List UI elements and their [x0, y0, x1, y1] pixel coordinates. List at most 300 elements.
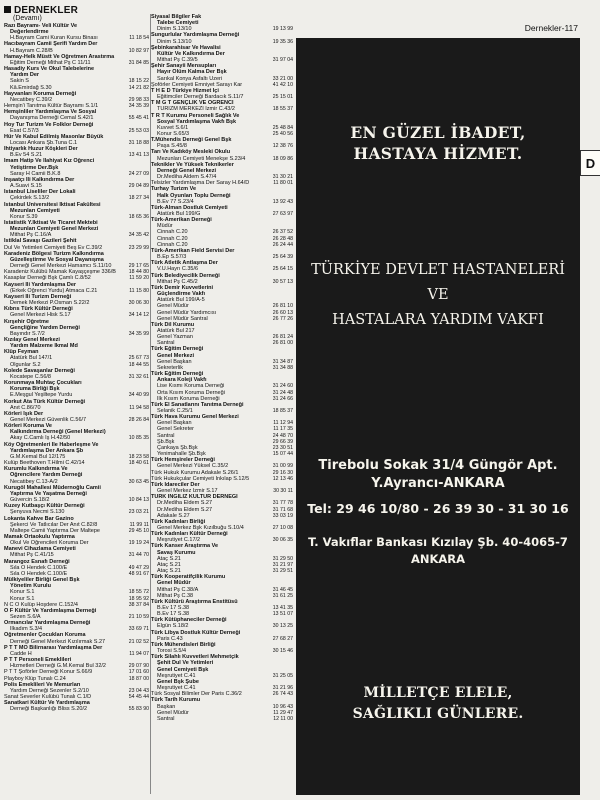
- entry-name: Dr.Mediha Eldem S.27: [157, 506, 213, 513]
- entry-phone: 11 99 11: [129, 521, 149, 528]
- entry-name: Klüp Feyman: [4, 349, 39, 356]
- entry-phone: 31 21 96: [272, 685, 293, 692]
- entry-name: Konur S.1: [10, 589, 35, 596]
- entry-name: Korkut Ata Türk Kültür Derneği: [4, 398, 86, 405]
- entry-name: Anıt C.86/70: [10, 404, 41, 411]
- entry-name: Turhay Turizm Ve: [151, 186, 197, 193]
- entry-name: T H E D Türkiye Hizmet İçi: [151, 87, 219, 94]
- entry-name: Türk-Alman Dostluk Cemiyeti: [151, 204, 228, 211]
- entry-name: Sıla Ö Hendek C.100/E: [10, 564, 68, 571]
- entry-name: Köy Öğretmenleri İle Haberleşme Ve: [4, 441, 99, 448]
- entry-phone: 34 40 99: [128, 392, 149, 399]
- entry-name: Türk Silahlı Kuvvetleri Mehmetçik: [151, 654, 239, 661]
- entry-name: Ataç S.21: [157, 568, 181, 575]
- entry-name: Cinnah C.20: [157, 235, 188, 242]
- entry-name: Necatibey C.39/2: [10, 96, 53, 103]
- entry-name: Dinim S.13/10: [157, 26, 192, 33]
- entry-name: E.Meşgul Yeşiltepe Yurdu: [10, 392, 73, 399]
- entry-name: P T T MO Bilirnarası Yardımlaşma Der: [4, 644, 103, 651]
- ad-slogan-bottom: [296, 683, 580, 725]
- entry-name: Maltepe Camii Yaptırma Der Maltepe: [10, 527, 100, 534]
- entry-phone: 26 77 26: [272, 315, 293, 322]
- ad-address-line: Y.Ayrancı-ANKARA: [371, 476, 505, 491]
- entry-phone: 30 30 11: [273, 488, 293, 495]
- entry-name: Türk Kültürü Araştırma Enstitüsü: [151, 598, 238, 605]
- entry-name: Sarıkal Konya Asfaltı Üzeri: [157, 75, 223, 82]
- entry-name: Yenimahalle Şb.Bşk: [157, 451, 206, 458]
- entry-name: Öğrencilere Yardım Derneği: [10, 472, 83, 479]
- entry-name: Korunmaya Muhtaç Çocukları: [4, 380, 82, 387]
- entry-phone: 18 87 00: [128, 675, 149, 682]
- entry-phone: 18 55 37: [272, 106, 293, 113]
- entry-name: Siyasal Bilgiler Fak: [151, 14, 202, 20]
- entry-phone: 31 32 61: [128, 373, 149, 380]
- entry-phone: 11 59 20: [129, 275, 149, 282]
- entry-name: Locası Ankara Şb.Tuna C.1: [10, 139, 78, 146]
- ad-bank-line: ANKARA: [410, 552, 466, 566]
- entry-phone: 30 06 30: [128, 300, 149, 307]
- entry-name: T.Mühendis Derneği Genel Bşk: [151, 137, 232, 144]
- ad-foundation-line: VE: [427, 287, 449, 303]
- entry-name: Sanat Severler Kulübü Tunalı C.1/D: [4, 694, 92, 701]
- entry-name: Selanik C.25/1: [157, 408, 193, 414]
- entry-phone: 26 24 44: [272, 241, 293, 248]
- entry-name: Atatürk Bul 199/G: [157, 211, 201, 217]
- entry-name: Sosyal Yardımlaşma Vakfı Bşk: [157, 118, 237, 125]
- entry-name: Meşrutiyet C.41: [157, 685, 196, 692]
- entry-name: İhtiyarlık Huzur Köşkleri Der: [4, 146, 78, 153]
- entry-name: Yardım Derneği Sezenler S.2/10: [10, 687, 89, 694]
- entry-phone: 27 10 08: [272, 524, 293, 531]
- entry-name: N C O Kulüp Hoşdere C.152/4: [4, 601, 78, 608]
- entry-name: B.Ev 17 S.38: [157, 611, 190, 618]
- entry-name: Necatibey C.13-A/2: [10, 478, 58, 485]
- ad-bank: [296, 534, 580, 568]
- entry-phone: 31 77 78: [272, 500, 293, 507]
- entry-name: Genel Müdür: [157, 303, 189, 310]
- entry-phone: 33 21 00: [272, 75, 293, 82]
- entry-name: Konur S.65/3: [157, 130, 190, 137]
- entry-phone: 34 35 99: [128, 330, 149, 337]
- entry-name: Atatürk Bul 199/A-5: [157, 297, 205, 304]
- entry-name: Sıla Ö Hendek C.100/E: [10, 570, 68, 577]
- ad-bank-line: T. Vakıflar Bankası Kızılay Şb. 40-4065-7: [308, 535, 568, 549]
- entry-name: Dr.Mediha Eldem S.27: [157, 500, 213, 507]
- entry-name: Müdür: [157, 223, 173, 230]
- entry-phone: 25 40 56: [272, 130, 293, 137]
- entry-name: Sekreterlik: [157, 364, 183, 371]
- entry-name: Türk El Sanatlarını Tanıtma Derneği: [151, 401, 244, 408]
- entry-name: Mithat Pş C.16/A: [10, 232, 52, 239]
- entry-phone: 23 04 43: [128, 687, 149, 694]
- entry-name: Konur S.39: [10, 213, 38, 220]
- entry-phone: 11 94 58: [129, 404, 149, 411]
- entry-name: Paşa S.45/8: [157, 143, 187, 150]
- entry-name: Şoförler Cemiyeti Emniyet Sarayı Kar: [151, 81, 243, 88]
- entry-name: Türk Kadınları Kültür Derneği: [151, 531, 228, 538]
- entry-phone: 38 37 84: [128, 601, 149, 608]
- directory-entry: [151, 716, 293, 722]
- entry-name: Kâ.Emirdağ S.30: [10, 84, 52, 91]
- directory-entry: [4, 706, 149, 712]
- entry-name: Kuzey Kutbaşçı Kültür Derneği: [4, 503, 85, 510]
- entry-name: Türk Kanser Araştırma Ve: [151, 543, 219, 550]
- entry-phone: 55 45 41: [128, 115, 149, 122]
- entry-name: Akay C.Camlı İş H.42/50: [10, 435, 71, 442]
- entry-phone: 30 63 45: [128, 478, 149, 485]
- entry-phone: 30 06 35: [272, 537, 293, 544]
- entry-name: Elgün S.18/2: [157, 623, 189, 630]
- entry-name: Türk Tarih Kurumu: [151, 697, 201, 704]
- entry-name: Derneği Genel Merkezi Kızılırmak S.27: [10, 638, 106, 645]
- entry-phone: 33 03 19: [272, 512, 293, 519]
- entry-name: Yetiştirme Der.Bşk: [10, 164, 59, 171]
- entry-name: P T T Şoförler Derneği Konur S.66/9: [4, 669, 93, 676]
- entry-name: Kasaplar Derneği Bşk Çamlı C.8/52: [4, 275, 91, 282]
- entry-name: Santral: [157, 715, 175, 722]
- entry-phone: 18 44 80: [128, 269, 149, 276]
- entry-name: Mülkiyeliler Birliği Genel Bşk: [4, 577, 80, 584]
- entry-name: Torosi S.5/4: [157, 648, 187, 655]
- entry-name: Esat C.57/3: [10, 127, 39, 134]
- entry-name: Cinnah C.20: [157, 241, 188, 248]
- entry-name: Güzelleştirme Ve Sosyal Dayanışma: [10, 256, 104, 263]
- entry-name: Santral: [157, 340, 175, 347]
- entry-name: Savaş Kurumu: [157, 549, 196, 556]
- entry-name: Yaptırma Ve Yaşatma Derneği: [10, 490, 87, 497]
- entry-phone: 31 18 88: [128, 139, 149, 146]
- entry-phone: 18 65 36: [128, 213, 149, 220]
- entry-name: Kolede Savaşanlar Derneği: [4, 367, 75, 374]
- entry-phone: 34 35 42: [128, 232, 149, 239]
- entry-phone: 31 21 97: [272, 561, 293, 568]
- entry-name: G.M.Kemal Bul 12/175: [10, 453, 66, 460]
- entry-name: Genel Müdür Santral: [157, 315, 208, 322]
- entry-name: İlk Kısım Koruma Derneği: [157, 395, 220, 402]
- entry-name: TÜRK İNGİLİZ KÜLTÜR DERNEĞİ: [151, 494, 238, 501]
- entry-name: Kıbrıs Türk Kültür Derneği: [4, 306, 73, 313]
- entry-name: Genel Bşk Şube: [157, 678, 199, 685]
- entry-name: Hür Ve Kabul Edilmiş Masonlar Büyük: [4, 133, 104, 140]
- entry-name: Kızılay Genel Merkezi: [4, 336, 60, 343]
- entry-name: Kurugöl Mahallesi Müdernoğlu Camii: [4, 484, 101, 491]
- entry-name: Gençliğine Yardım Derneği: [10, 324, 80, 331]
- entry-phone: 54 45 44: [128, 694, 149, 701]
- entry-name: Genel Merkezi Güvenlik C.56/7: [10, 417, 87, 423]
- entry-phone: 31 34 87: [272, 358, 293, 365]
- entry-phone: 11 17 35: [273, 426, 293, 433]
- entry-name: Değerlendirme: [10, 29, 49, 36]
- entry-phone: 29 98 33: [128, 96, 149, 103]
- entry-phone: 19 19 24: [128, 540, 149, 547]
- entry-phone: 11 12 94: [273, 420, 293, 427]
- entry-name: Hemşin'i Tanıtma Kültür Bayramı S.1/1: [4, 103, 99, 110]
- entry-name: T R T Kurumu Personeli Sağlık Ve: [151, 112, 240, 119]
- entry-name: Başkan: [157, 703, 176, 710]
- entry-name: Güvercin S.18/2: [10, 497, 50, 504]
- entry-name: Lise Kısmı Koruma Derneği: [157, 383, 225, 390]
- entry-name: İstatistik Y.İktisat Ve Ticaret Mektebi: [4, 220, 98, 226]
- entry-phone: 31 30 21: [272, 174, 293, 181]
- entry-name: Genel Başkan: [157, 358, 192, 365]
- entry-name: Genel Merkez İzmir S.17: [157, 488, 218, 495]
- entry-name: Demek Merkezi P.Osman S.22/2: [10, 300, 90, 307]
- entry-name: Kocatepe C.56/8: [10, 373, 51, 380]
- entry-name: Körleri Koruma Ve: [4, 423, 52, 430]
- entry-name: Mithat Pş C.39/5: [157, 57, 198, 64]
- entry-phone: 31 00 99: [272, 463, 293, 470]
- entry-name: Ankara Koleji Vakfı: [157, 377, 207, 384]
- entry-name: P T T Personeli Emeklileri: [4, 657, 72, 664]
- entry-name: Polis Emeklileri Ve Memurları: [4, 681, 81, 688]
- entry-name: Konur S.1: [10, 595, 35, 602]
- entry-name: Marangoz Esnafı Derneği: [4, 558, 70, 565]
- entry-phone: 26 81 00: [272, 340, 293, 347]
- entry-phone: 26 81 10: [272, 303, 293, 310]
- entry-phone: 25 67 73: [128, 355, 149, 362]
- entry-name: Cinnah C.20: [157, 229, 188, 236]
- entry-name: Adakale S.27: [157, 512, 190, 519]
- entry-name: Kırşehir Öğretme: [4, 318, 49, 325]
- entry-name: B.Ep S.57/3: [157, 254, 187, 261]
- entry-name: Derneği Genel Merkezi Hamamcı S.11/10: [10, 263, 112, 270]
- entry-phone: 26 37 52: [272, 229, 293, 236]
- entry-name: Sakin S: [10, 78, 29, 85]
- entry-name: O F Kültür Ve Yardımlaşma Derneği: [4, 607, 97, 614]
- entry-phone: 33 69 71: [128, 626, 149, 633]
- entry-phone: 14 21 82: [128, 84, 149, 91]
- entry-name: Sungurlular Yardımlaşma Derneği: [151, 32, 240, 39]
- entry-name: Şekerci Ve Tatlıcılar Der Anıt C.82/8: [10, 521, 98, 528]
- entry-name: Kulüp Beethoven T.Hilmi C.42/14: [4, 460, 85, 467]
- entry-phone: 41 42 10: [272, 81, 293, 88]
- entry-name: B.Ev 54 S.21: [10, 152, 43, 159]
- entry-name: Olgunlar S.2: [10, 361, 41, 368]
- entry-phone: 18 09 86: [272, 155, 293, 162]
- entry-name: H.Bayram C.28/B: [10, 47, 53, 54]
- running-head: Dernekler-117: [524, 23, 578, 33]
- entry-name: Türk Libya Dostluk Kültür Derneği: [151, 629, 241, 636]
- entry-name: Hacıbayram Camii Şerifi Yardım Der: [4, 41, 98, 48]
- entry-name: Mezunları Cemiyeti Menekşe S.23/4: [157, 155, 246, 162]
- entry-name: Şehir Sanayii Mensupları: [151, 63, 217, 70]
- entry-name: Cadde H: [10, 650, 32, 657]
- entry-phone: 11 94 07: [129, 650, 149, 657]
- column-divider: [150, 14, 151, 794]
- ad-slogan-line: MİLLETÇE ELELE,: [363, 685, 513, 701]
- entry-name: İlkadım S.3/4: [10, 626, 43, 633]
- entry-name: Genel Merkez Bşk Kızılbuğu S.10/4: [157, 524, 244, 531]
- entry-name: Türk Hemşireler Derneği: [151, 457, 215, 464]
- entry-phone: 19 35 36: [272, 38, 293, 45]
- entry-phone: 26 81 24: [272, 334, 293, 341]
- entry-phone: 31 25 05: [272, 672, 293, 679]
- advertisement: [296, 38, 580, 795]
- entry-phone: 10 96 43: [272, 703, 293, 710]
- ad-foundation-name: [296, 258, 580, 333]
- entry-name: İstanbul Üniversitesi İktisat Fakültesi: [4, 201, 101, 208]
- entry-name: Sanatkari Kültür Ve Yardımlaşma: [4, 700, 90, 707]
- entry-name: Körleri Işık Der: [4, 410, 44, 417]
- entry-phone: 18 85 37: [272, 408, 293, 414]
- entry-phone: 31 44 70: [128, 552, 149, 559]
- entry-name: Dinim S.13/10: [157, 38, 192, 45]
- entry-phone: 18 23 58: [128, 453, 149, 460]
- entry-name: Playboy Klüp Tunalı C.24: [4, 675, 66, 682]
- entry-name: B.Ev 77 S.23/4: [157, 198, 194, 205]
- entry-name: Yönetim Kurulu: [10, 583, 51, 590]
- ad-address-line: Tirebolu Sokak 31/4 Güngör Apt.: [318, 458, 558, 473]
- continued-label: (Devamı): [13, 15, 42, 22]
- entry-phone: 31 71 68: [272, 506, 293, 513]
- entry-phone: 18 55 72: [128, 589, 149, 596]
- entry-name: Genel Merkezi: [157, 352, 194, 359]
- entry-name: V.Ü.Hayrı C.35/6: [157, 266, 199, 273]
- entry-phone: 25 48 84: [272, 124, 293, 131]
- entry-name: Türk Mühendisleri Birliği: [151, 641, 216, 648]
- entry-name: Türk Hukukçular Cemiyeti İnkılap S.12/5: [151, 475, 250, 482]
- entry-name: Lokanta Kahve Bar Gazino: [4, 515, 74, 522]
- entry-name: Genel Merkezi Hisk S.17: [10, 312, 71, 319]
- entry-name: Hasadiy Kurs Ve Okul Talebelerine: [4, 66, 95, 73]
- entry-phone: 31 34 88: [272, 364, 293, 371]
- entry-name: Hayvanları Koruma Derneği: [4, 90, 77, 97]
- entry-phone: 19 13 99: [272, 26, 293, 33]
- entry-phone: 21 02 52: [128, 638, 149, 645]
- entry-name: Kuvvet S.6/1: [157, 124, 189, 131]
- entry-name: Halk Oyunları Toplu Derneği: [157, 192, 231, 199]
- entry-phone: 25 64 15: [272, 266, 293, 273]
- entry-name: Kayseri İli Turizm Derneği: [4, 293, 72, 300]
- entry-name: Türk Eğitim Derneği: [151, 371, 204, 378]
- entry-phone: 13 51 07: [272, 611, 293, 618]
- entry-phone: 10 85 35: [128, 435, 149, 442]
- entry-phone: 49 47 29: [128, 564, 149, 571]
- entry-name: İstiklal Savaşı Gazileri Şehit: [4, 238, 77, 245]
- entry-name: Türk Belediyecilik Derneği: [151, 272, 220, 279]
- entry-name: Kayseri İli Yardımlaşma Der: [4, 281, 77, 288]
- entry-name: Atatürk Bul 217: [157, 327, 195, 334]
- entry-phone: 30 15 46: [272, 648, 293, 655]
- ad-slogan-line: HASTAYA HİZMET.: [353, 144, 523, 163]
- entry-name: Türk-Amerikan Field Servisi Der: [151, 247, 235, 254]
- entry-name: Genel Cemiyeti Bşk: [157, 666, 209, 673]
- entry-phone: 29 45 10: [128, 527, 149, 534]
- entry-name: Hizmetleri Derneği G.M.Kemal Bul 32/2: [10, 663, 106, 670]
- entry-name: Genel Müdür: [157, 709, 189, 716]
- entry-name: Şehit Dul Ve Yetimleri: [157, 660, 214, 667]
- entry-phone: 18 15 22: [128, 78, 149, 85]
- entry-name: Hoy Tur Turizm Ve Folklor Derneği: [4, 121, 94, 128]
- entry-phone: 11 15 80: [129, 287, 149, 294]
- entry-name: Yardımlaşma Der Ankara Şb: [10, 447, 84, 454]
- entry-name: Bayındır S.7/2: [10, 330, 45, 337]
- ad-slogan-line: EN GÜZEL İBADET,: [350, 123, 526, 142]
- entry-name: Manevi Cihazlama Cemiyeti: [4, 546, 76, 553]
- entry-phone: 31 46 45: [272, 586, 293, 593]
- entry-name: Saray H Camii B.K.8: [10, 170, 61, 177]
- entry-name: Yardım Malzeme İkmal Md: [10, 343, 78, 350]
- entry-name: İnşaatçı İli Kalkındırma Der: [4, 176, 75, 183]
- entry-name: Yardım Der: [10, 72, 40, 79]
- entry-phone: 18 95 92: [128, 595, 149, 602]
- entry-name: İstanbul Liseliler Der Lokali: [4, 189, 76, 196]
- entry-phone: 13 41 13: [128, 152, 149, 159]
- entry-name: Atatürk Bul 147/1: [10, 355, 53, 362]
- entry-phone: 26 28 48: [272, 235, 293, 242]
- entry-name: Meşrutiyet C.17/2: [157, 537, 201, 544]
- entry-name: Eğitimciler Derneği Bardacık S.11/7: [157, 94, 244, 101]
- entry-phone: 29 07 90: [128, 663, 149, 670]
- entry-name: Karadeniz Kulübü Mamak Kayaşçeşme 336/B: [4, 269, 116, 276]
- entry-phone: 24 27 09: [128, 170, 149, 177]
- entry-phone: 34 14 12: [128, 312, 149, 319]
- entry-phone: 26 74 43: [272, 691, 293, 698]
- entry-phone: 29 16 30: [272, 469, 293, 476]
- entry-phone: 34 35 39: [128, 103, 149, 110]
- entry-phone: 31 24 60: [272, 383, 293, 390]
- entry-phone: 13 92 43: [272, 198, 293, 205]
- entry-phone: 11 18 54: [129, 35, 149, 42]
- ad-foundation-line: HASTALARA YARDIM VAKFI: [332, 312, 544, 328]
- entry-name: Genel Yazman: [157, 334, 193, 341]
- entry-name: B.Ev 17 S.38: [157, 605, 190, 611]
- entry-name: Mezunları Cemiyeti: [10, 207, 60, 214]
- entry-name: Türk Demir Kuvvetlerini: [151, 284, 214, 291]
- entry-name: Genel Başkan: [157, 420, 192, 427]
- entry-phone: 31 24 48: [272, 389, 293, 396]
- entry-name: İmam Hatip Ve İlahiyat Kız Öğrenci: [4, 158, 95, 165]
- entry-name: Mithat Pş C.38: [157, 592, 194, 599]
- entry-name: Genel Müdür: [157, 580, 191, 587]
- square-bullet-icon: [4, 6, 11, 13]
- entry-phone: 30 13 25: [272, 623, 293, 630]
- entry-phone: 21 10 59: [128, 614, 149, 620]
- entry-name: Türk Atletik Antlaşma Der: [151, 260, 218, 267]
- entry-name: Mithat Pş C.38/A: [157, 586, 199, 593]
- entry-name: Kalkındırma Derneği (Genel Merkezi): [10, 429, 106, 436]
- entry-name: Türk Eğitim Derneği: [151, 346, 204, 353]
- entry-phone: 18 40 61: [128, 460, 149, 467]
- entry-phone: 31 61 25: [272, 592, 293, 599]
- entry-phone: 12 11 00: [273, 715, 293, 722]
- entry-phone: 31 97 04: [272, 57, 293, 64]
- entry-name: Derneği Genel Merkezi: [157, 167, 216, 174]
- entry-name: Çekirdek S.13/2: [10, 195, 50, 202]
- entry-phone: 25 15 01: [272, 94, 293, 101]
- entry-name: Hamay-Helk Müstt Ve Öğretmen Arastırma: [4, 53, 115, 60]
- entry-name: Teknikler Ve Yüksek Teknikerler: [151, 161, 234, 168]
- entry-phone: 12 13 46: [272, 475, 293, 482]
- entry-name: Türk Kütüphaneciler Derneği: [151, 617, 227, 624]
- entry-name: A.Suavi S.15: [10, 183, 42, 190]
- entry-phone: 31 29 50: [272, 555, 293, 562]
- entry-name: Dul Ve Yetimleri Cemiyeti Beş Ev C.39/2: [4, 244, 103, 251]
- entry-name: Ormancılar Yardımlaşma Derneği: [4, 620, 91, 627]
- entry-name: Karadeniz Bölgesi Turizm Kalkındırma: [4, 250, 104, 257]
- entry-name: Genel Müdür Yardımcısı: [157, 309, 217, 316]
- entry-phone: 12 38 76: [272, 143, 293, 150]
- entry-name: Dayanışma Derneği Cemal S.42/1: [10, 115, 94, 122]
- entry-phone: 29 66 39: [272, 438, 293, 445]
- entry-name: Santral: [157, 432, 175, 439]
- entry-phone: 18 44 55: [128, 361, 149, 368]
- entry-name: Meşrutiyet C.41: [157, 672, 196, 679]
- section-title: DERNEKLER: [14, 5, 79, 16]
- thumb-index-tab: D: [580, 150, 600, 176]
- entry-name: Mamak Ortaokulu Yaptırma: [4, 533, 75, 540]
- entry-name: Şebinkarahisar Ve Havalisi: [151, 44, 221, 51]
